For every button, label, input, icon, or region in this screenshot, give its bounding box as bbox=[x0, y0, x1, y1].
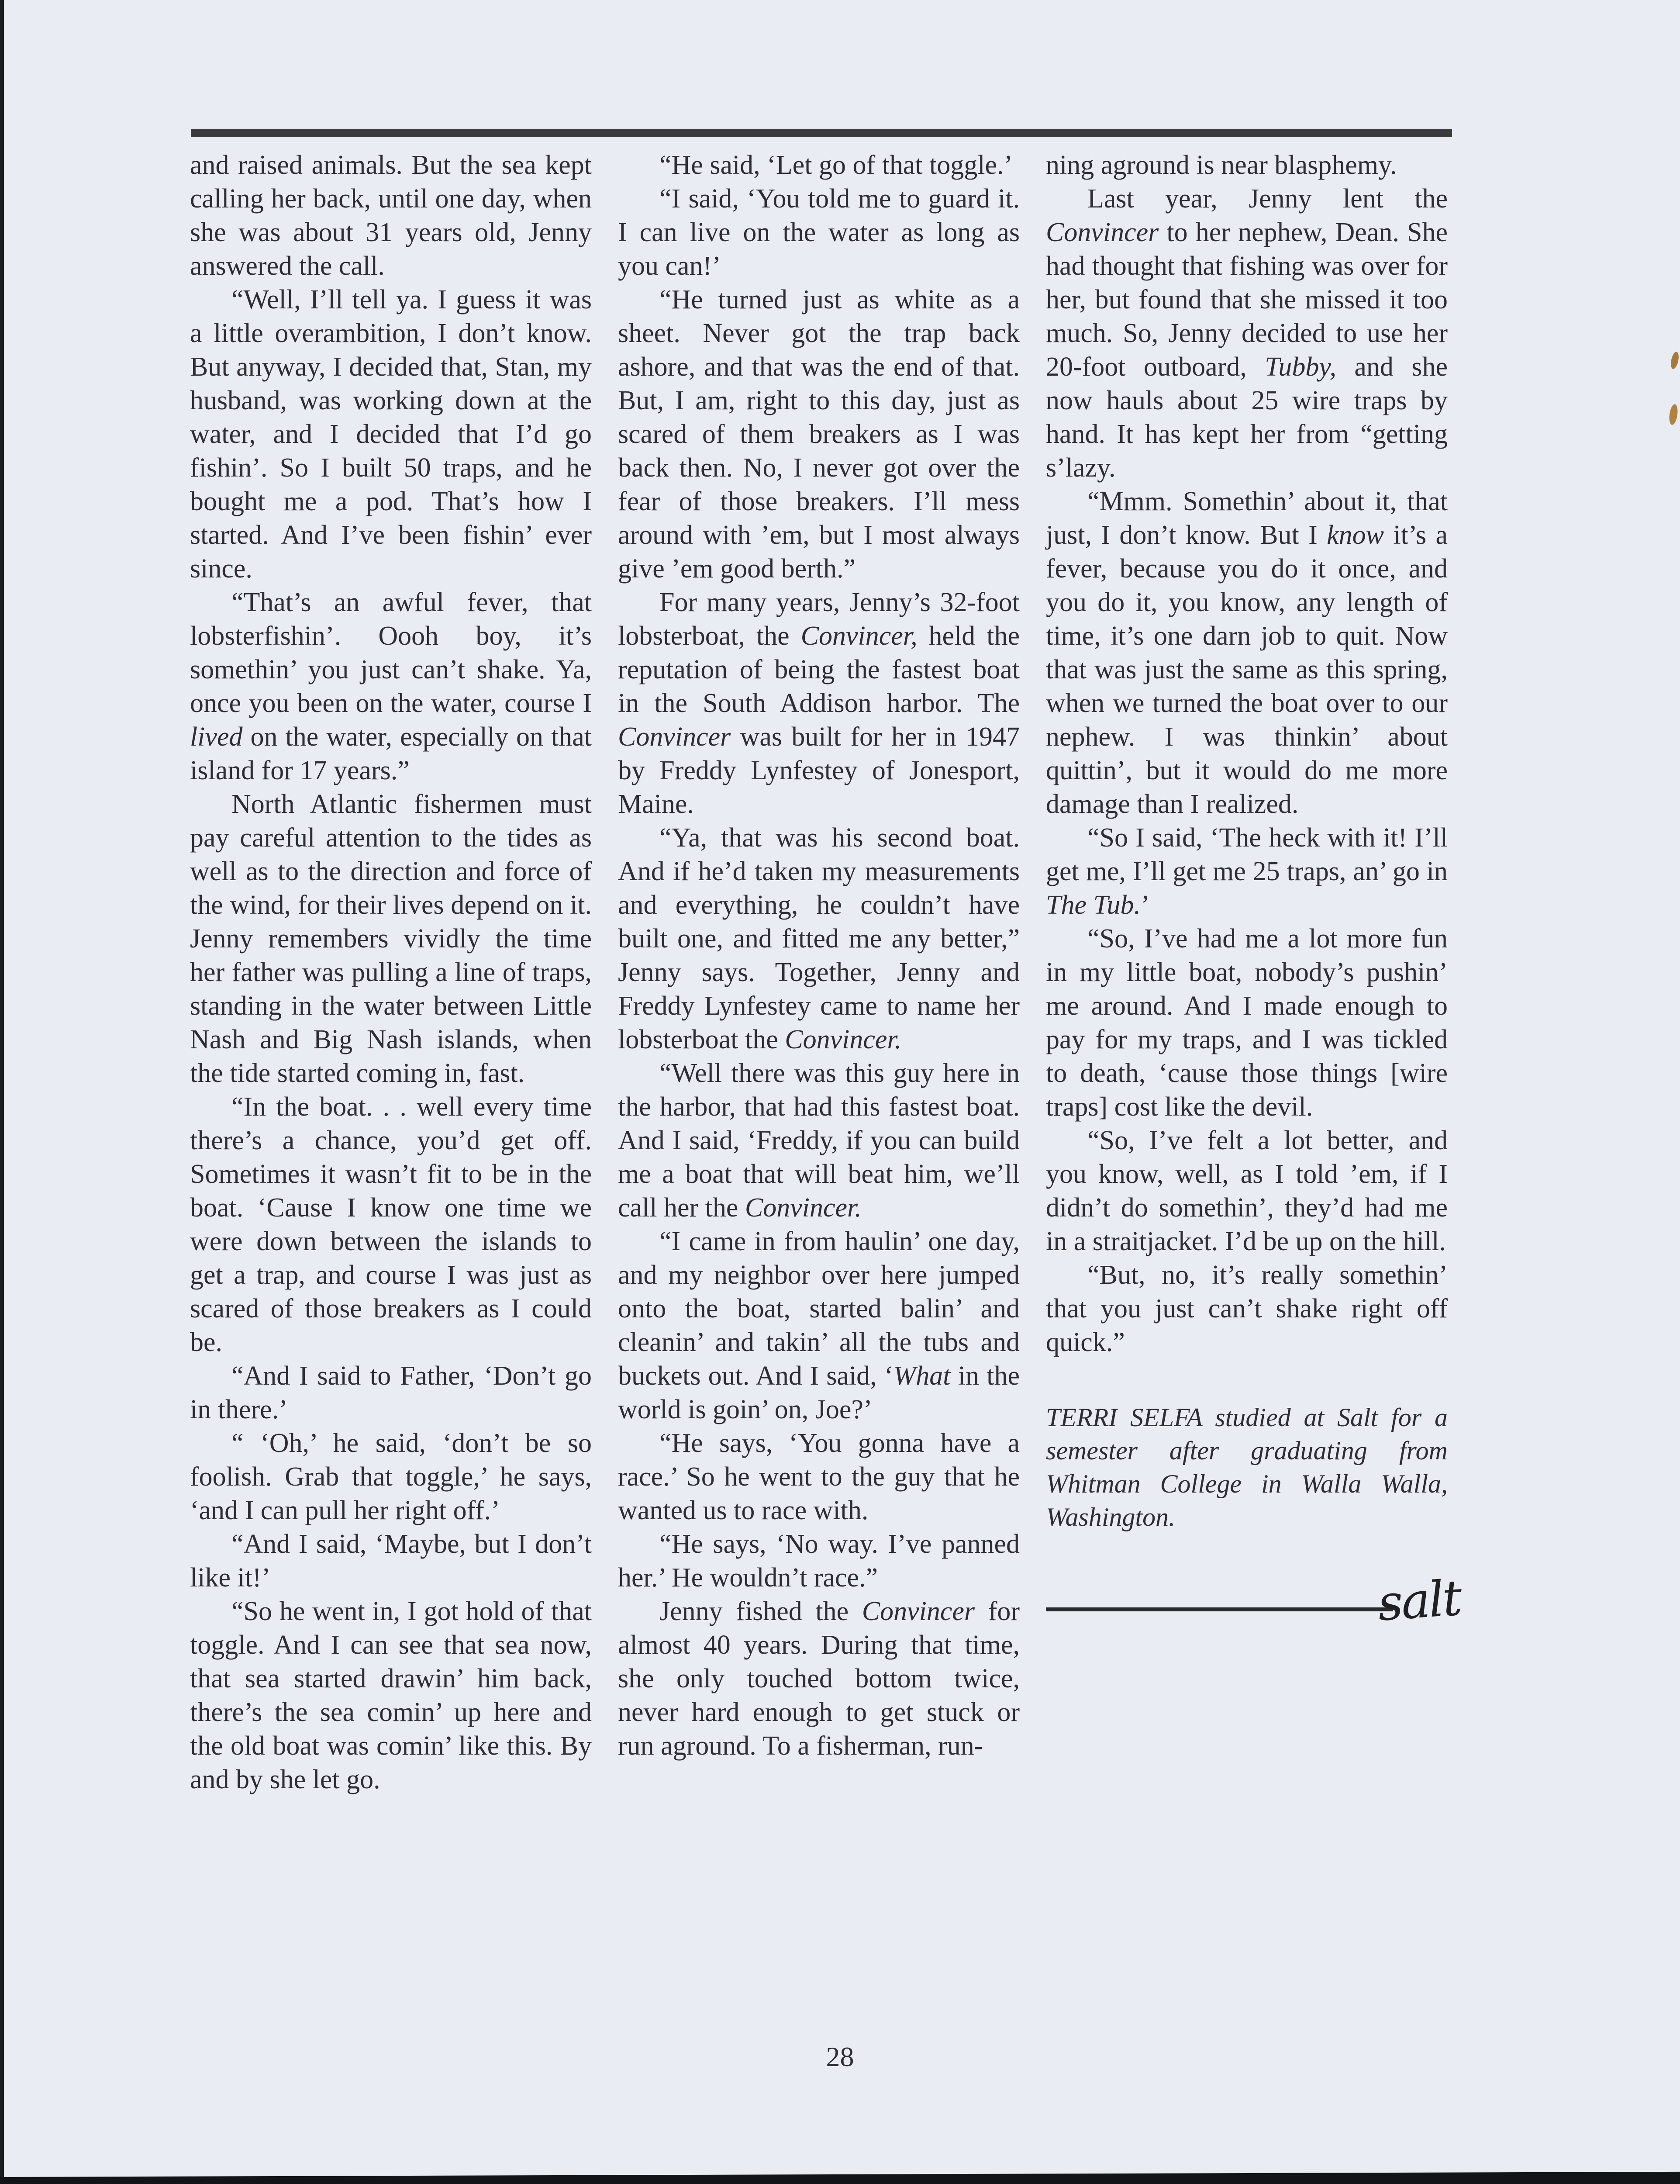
italic-text-run: lived bbox=[190, 722, 243, 752]
paragraph bbox=[1046, 149, 1448, 182]
text-run: “That’s an awful fever, that lobsterfishin’. Oooh boy, it’s somethin’ you just can’t shake. Ya, once you been on the water, course I bbox=[190, 587, 592, 718]
text-run: to her nephew, Dean. She had thought that fishing was over for her, but found that she missed it too much. So, Jenny decided to use her 20-foot outboard, bbox=[1046, 218, 1448, 382]
text-run: in the world is goin’ on, Joe?’ bbox=[618, 1361, 1020, 1424]
text-run: “But, no, it’s really somethin’ that you just can’t shake right off quick.” bbox=[1046, 1260, 1448, 1357]
scan-edge-bottom bbox=[0, 2172, 1680, 2184]
paragraph bbox=[618, 149, 1020, 182]
text-run: “So, I’ve had me a lot more fun in my little boat, nobody’s pushin’ me around. And I made enough to pay for my traps, and I was tickled to death, ‘cause those things [wire traps] cost like the devil. bbox=[1046, 924, 1448, 1122]
text-run: “Mmm. Somethin’ about it, that just, I don’t know. But I bbox=[1046, 487, 1448, 550]
text-column-1 bbox=[190, 149, 592, 1797]
paragraph bbox=[1046, 1258, 1448, 1359]
text-run: was built for her in 1947 by Freddy Lynfestey of Jonesport, Maine. bbox=[618, 722, 1020, 819]
text-run: “ ‘Oh,’ he said, ‘don’t be so foolish. Grab that toggle,’ he says, ‘and I can pull her right off.’ bbox=[190, 1428, 592, 1525]
italic-text-run: Convincer. bbox=[785, 1025, 902, 1054]
text-column-3 bbox=[1046, 149, 1463, 1632]
text-run: on the water, especially on that island for 17 years.” bbox=[190, 722, 592, 785]
author-bio bbox=[1046, 1401, 1448, 1534]
paragraph bbox=[618, 821, 1020, 1057]
text-run: Jenny fished the bbox=[659, 1597, 862, 1626]
text-run: “So he went in, I got hold of that toggle. And I can see that sea now, that sea started drawin’ him back, there’s the sea comin’ up here and the old boat was comin’ like this. By and by she let go. bbox=[190, 1597, 592, 1794]
paragraph bbox=[618, 283, 1020, 586]
text-run: it’s a fever, because you do it once, and you do it, you know, any length of time, it’s one darn job to quit. Now that was just the same as this spring, when we turned the boat over to our nephew. I was thinkin’ about quittin’, but it would do me more damage than I realized. bbox=[1046, 520, 1448, 819]
italic-text-run: studied at Salt for a semester after graduating from Whitman College in Walla Walla, Washington. bbox=[1046, 1403, 1448, 1531]
text-column-2 bbox=[618, 149, 1020, 1763]
paragraph bbox=[190, 1595, 592, 1797]
italic-text-run: TERRI SELFA bbox=[1046, 1403, 1202, 1432]
paragraph bbox=[618, 182, 1020, 283]
paragraph bbox=[618, 1427, 1020, 1527]
scan-stain-icon bbox=[1668, 404, 1679, 425]
text-run: “He turned just as white as a sheet. Never got the trap back ashore, and that was the end of that. But, I am, right to this day, just as scared of them breakers as I was back then. No, I never got over the fear of those breakers. I’ll mess around with ’em, but I most always give ’em good berth.” bbox=[618, 285, 1020, 584]
text-run: “Well there was this guy here in the harbor, that had this fastest boat. And I said, ‘Freddy, if you can build me a boat that will beat him, we’ll call her the bbox=[618, 1058, 1020, 1223]
paragraph bbox=[190, 1527, 592, 1595]
text-run: and raised animals. But the sea kept calling her back, until one day, when she was about 31 years old, Jenny answered the call. bbox=[190, 150, 592, 281]
italic-text-run: Convincer bbox=[1046, 218, 1159, 247]
italic-text-run: know bbox=[1327, 520, 1384, 550]
paragraph bbox=[190, 788, 592, 1090]
text-run: For many years, Jenny’s 32-foot lobsterboat, the bbox=[618, 587, 1020, 651]
text-run: and she now hauls about 25 wire traps by hand. It has kept her from “getting s’lazy. bbox=[1046, 352, 1448, 483]
paragraph bbox=[190, 586, 592, 788]
italic-text-run: Convincer bbox=[618, 722, 731, 752]
paragraph bbox=[618, 1225, 1020, 1427]
column-2-paragraphs bbox=[618, 149, 1020, 1763]
text-run: “In the boat. . . well every time there’s a chance, you’d get off. Sometimes it wasn’t fit to be in the boat. ‘Cause I know one time we were down between the islands to get a trap, and course I was just as scared of those breakers as I could be. bbox=[190, 1092, 592, 1357]
text-run: ning aground is near blasphemy. bbox=[1046, 150, 1397, 180]
text-run: held the reputation of being the fastest boat in the South Addison harbor. The bbox=[618, 621, 1020, 718]
paragraph bbox=[618, 1057, 1020, 1225]
italic-text-run: Convincer. bbox=[745, 1193, 862, 1223]
scan-stain-icon bbox=[1670, 351, 1680, 370]
paragraph bbox=[190, 1359, 592, 1427]
paragraph bbox=[618, 586, 1020, 821]
salt-logo: salt bbox=[1376, 1569, 1463, 1632]
text-run: North Atlantic fishermen must pay careful attention to the tides as well as to the direction and force of the wind, for their lives depend on it. Jenny remembers vividly the time her father was pulling a line of traps, standing in the water between Little Nash and Big Nash islands, when the tide started coming in, fast. bbox=[190, 789, 592, 1088]
text-run: “And I said to Father, ‘Don’t go in there.’ bbox=[190, 1361, 592, 1424]
paragraph bbox=[1046, 1124, 1448, 1258]
paragraph bbox=[190, 1427, 592, 1527]
text-run: for almost 40 years. During that time, she only touched bottom twice, never hard enough to get stuck or run aground. To a fisherman, run- bbox=[618, 1597, 1020, 1761]
paragraph bbox=[190, 283, 592, 586]
text-run: ’ bbox=[1141, 890, 1150, 920]
italic-text-run: Convincer, bbox=[800, 621, 918, 651]
italic-text-run: The Tub. bbox=[1046, 890, 1141, 920]
text-run: “I said, ‘You told me to guard it. I can live on the water as long as you can!’ bbox=[618, 184, 1020, 281]
italic-text-run: Convincer bbox=[862, 1597, 975, 1626]
text-run: “He says, ‘You gonna have a race.’ So he went to the guy that he wanted us to race with. bbox=[618, 1428, 1020, 1525]
column-1-paragraphs bbox=[190, 149, 592, 1797]
page-number: 28 bbox=[826, 2041, 854, 2072]
text-run: “I came in from haulin’ one day, and my neighbor over here jumped onto the boat, started balin’ and cleanin’ and takin’ all the tubs and buckets out. And I said, ‘ bbox=[618, 1227, 1020, 1391]
paragraph bbox=[1046, 821, 1448, 922]
signature-rule bbox=[1046, 1607, 1393, 1611]
text-run: “Well, I’ll tell ya. I guess it was a little overambition, I don’t know. But anyway, I decided that, Stan, my husband, was working down at the water, and I decided that I’d go fishin’. So I built 50 traps, and he bought me a pod. That’s how I started. And I’ve been fishin’ ever since. bbox=[190, 285, 592, 584]
paragraph bbox=[618, 1595, 1020, 1763]
paragraph bbox=[190, 1090, 592, 1359]
column-3-paragraphs bbox=[1046, 149, 1448, 1359]
paragraph bbox=[618, 1527, 1020, 1595]
italic-text-run: Tubby, bbox=[1265, 352, 1336, 382]
text-run: “He said, ‘Let go of that toggle.’ bbox=[659, 150, 1013, 180]
text-run: “So, I’ve felt a lot better, and you know, well, as I told ’em, if I didn’t do somethin’, they’d had me in a straitjacket. I’d be up on the hill. bbox=[1046, 1126, 1448, 1256]
paragraph bbox=[1046, 922, 1448, 1124]
header-rule bbox=[191, 129, 1452, 137]
paragraph bbox=[1046, 485, 1448, 821]
text-run: “So I said, ‘The heck with it! I’ll get me, I’ll get me 25 traps, an’ go in bbox=[1046, 823, 1448, 886]
paragraph bbox=[1046, 182, 1448, 485]
italic-text-run: What bbox=[893, 1361, 951, 1391]
text-run: “And I said, ‘Maybe, but I don’t like it!’ bbox=[190, 1529, 592, 1593]
salt-signature bbox=[1046, 1564, 1463, 1632]
text-run: “He says, ‘No way. I’ve panned her.’ He wouldn’t race.” bbox=[618, 1529, 1020, 1593]
paragraph bbox=[190, 149, 592, 283]
text-run: Last year, Jenny lent the bbox=[1087, 184, 1448, 214]
text-run: “Ya, that was his second boat. And if he’d taken my measurements and everything, he couldn’t have built one, and fitted me any better,” Jenny says. Together, Jenny and Freddy Lynfestey came to name her lobsterboat the bbox=[618, 823, 1020, 1054]
scan-edge-left bbox=[0, 0, 4, 2184]
